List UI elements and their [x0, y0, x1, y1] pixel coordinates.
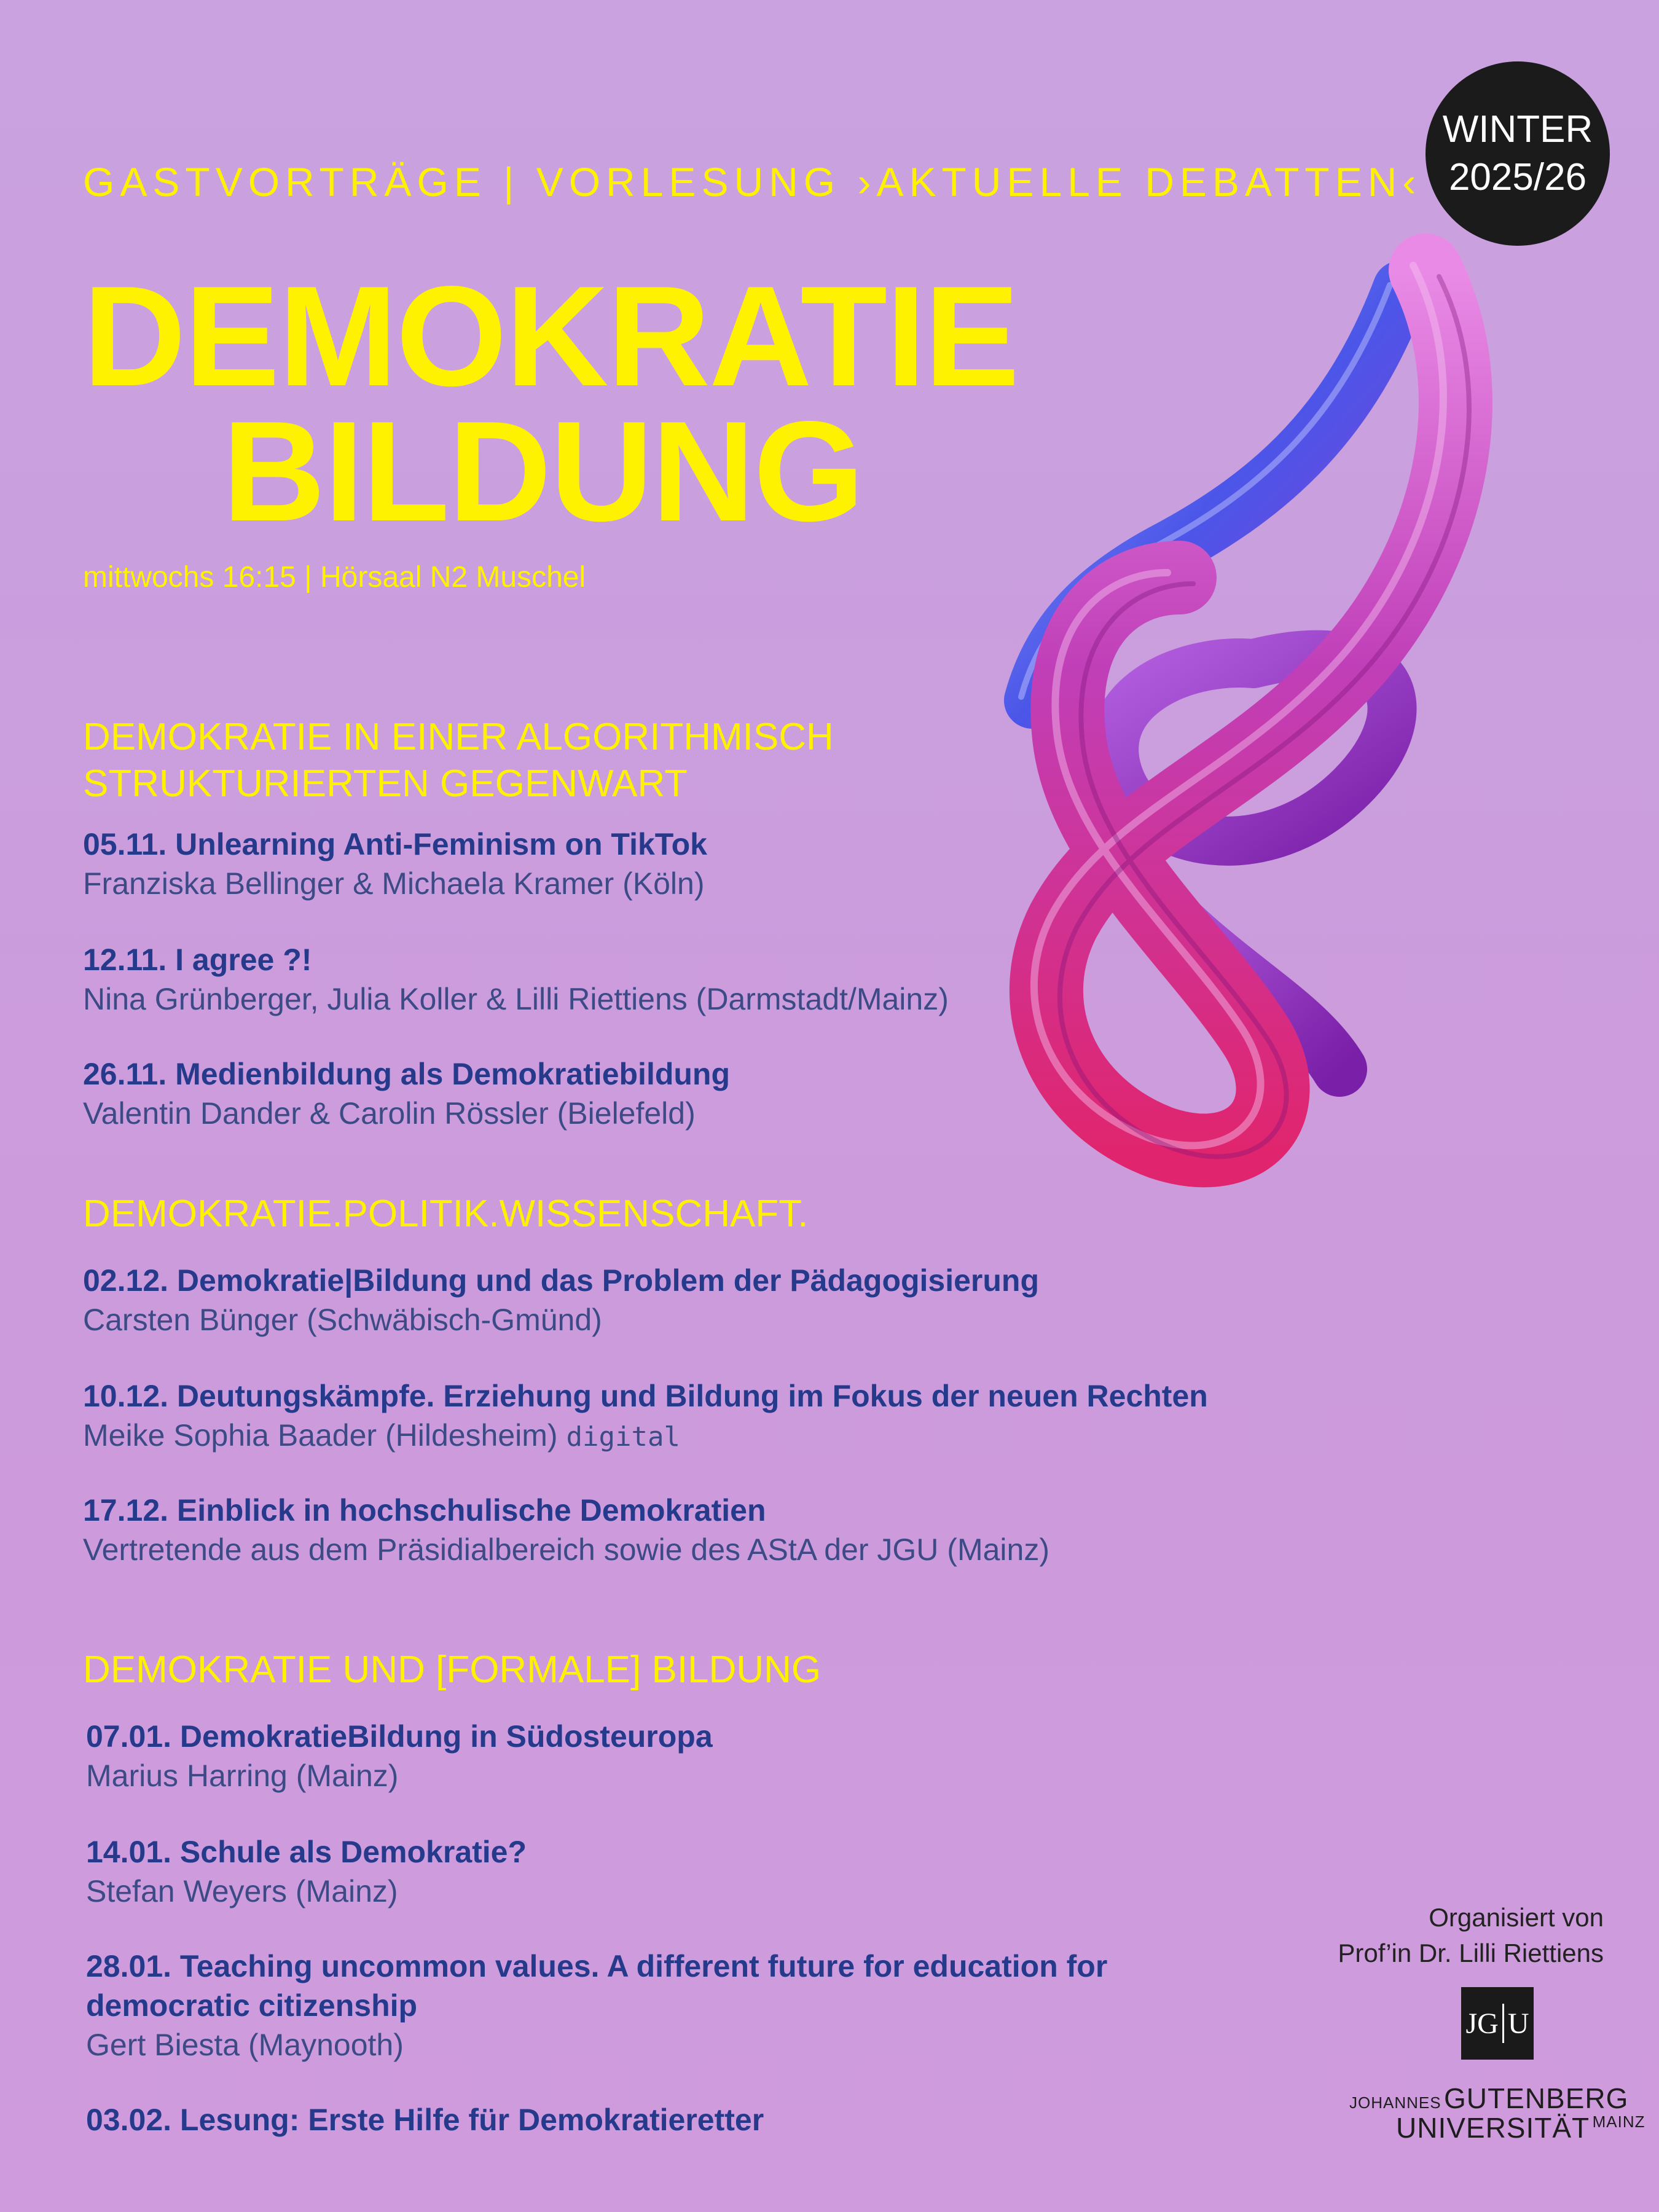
- event-title: 10.12. Deutungskämpfe. Erziehung und Bildung im Fokus der neuen Rechten: [83, 1379, 1208, 1413]
- event-item: [86, 1717, 713, 1795]
- event-title: 02.12. Demokratie|Bildung und das Problem der Pädagogisierung: [83, 1263, 1040, 1298]
- section-title-1-line-1: DEMOKRATIE IN EINER ALGORITHMISCH: [83, 716, 834, 758]
- main-title-line-1: DEMOKRATIE: [83, 257, 1019, 416]
- organizer-block: [1338, 1900, 1604, 1971]
- badge-season: WINTER: [1442, 108, 1593, 151]
- series-subtitle: GASTVORTRÄGE | VORLESUNG ›AKTUELLE DEBATTEN‹: [83, 159, 1422, 205]
- jgu-logo-right: U: [1507, 2007, 1529, 2040]
- badge-year: 2025/26: [1448, 156, 1587, 198]
- event-speaker: Franziska Bellinger & Michaela Kramer (Köln): [83, 866, 705, 901]
- digital-tag: digital: [566, 1421, 680, 1453]
- event-speaker: Marius Harring (Mainz): [86, 1759, 399, 1793]
- uni-gutenberg: GUTENBERG: [1444, 2082, 1629, 2114]
- section-title-1: [83, 714, 834, 807]
- event-item: [83, 1054, 730, 1133]
- event-item: [86, 1947, 1107, 2065]
- event-title: 17.12. Einblick in hochschulische Demokratien: [83, 1493, 766, 1528]
- logo-divider: [1502, 2004, 1504, 2043]
- event-speaker: Valentin Dander & Carolin Rössler (Bielefeld): [83, 1096, 696, 1131]
- organizer-label: Organisiert von: [1429, 1903, 1604, 1932]
- event-title: 12.11. I agree ?!: [83, 943, 312, 977]
- event-title: 07.01. DemokratieBildung in Südosteuropa: [86, 1719, 713, 1754]
- event-speaker: Vertretende aus dem Präsidialbereich sowie des AStA der JGU (Mainz): [83, 1532, 1049, 1567]
- event-speaker: Stefan Weyers (Mainz): [86, 1874, 398, 1908]
- event-title: 26.11. Medienbildung als Demokratiebildung: [83, 1057, 731, 1091]
- main-title-line-2: BILDUNG: [222, 392, 863, 551]
- semester-badge: [1426, 61, 1610, 246]
- event-title: 03.02. Lesung: Erste Hilfe für Demokratieretter: [86, 2103, 764, 2137]
- section-title-3: DEMOKRATIE UND [FORMALE] BILDUNG: [83, 1649, 822, 1691]
- event-speaker: Nina Grünberger, Julia Koller & Lilli Riettiens (Darmstadt/Mainz): [83, 982, 949, 1016]
- event-item: [83, 940, 949, 1019]
- section-title-2: DEMOKRATIE.POLITIK.WISSENSCHAFT.: [83, 1193, 809, 1235]
- section-title-1-line-2: STRUKTURIERTEN GEGENWART: [83, 763, 688, 805]
- event-item: [86, 1832, 527, 1911]
- knot-illustration: [959, 233, 1499, 1217]
- event-item: [83, 1376, 1208, 1457]
- uni-universitaet: UNIVERSITÄT: [1396, 2112, 1590, 2144]
- event-speaker: Carsten Bünger (Schwäbisch-Gmünd): [83, 1303, 602, 1337]
- event-item: [86, 2100, 764, 2139]
- university-name: [1349, 2084, 1645, 2142]
- organizer-name: Prof’in Dr. Lilli Riettiens: [1338, 1939, 1604, 1967]
- event-title-line-1: 28.01. Teaching uncommon values. A different future for education for: [86, 1949, 1108, 1983]
- time-location: mittwochs 16:15 | Hörsaal N2 Muschel: [83, 561, 586, 594]
- uni-johannes: JOHANNES: [1349, 2093, 1441, 2112]
- event-title: 14.01. Schule als Demokratie?: [86, 1835, 527, 1869]
- event-speaker: Meike Sophia Baader (Hildesheim): [83, 1418, 558, 1453]
- jgu-logo-left: JG: [1465, 2007, 1499, 2040]
- event-item: [83, 1261, 1039, 1339]
- event-item: [83, 1491, 1049, 1569]
- event-speaker-line: [83, 1416, 1208, 1457]
- jgu-logo-icon: [1461, 1987, 1534, 2060]
- event-speaker: Gert Biesta (Maynooth): [86, 2028, 404, 2062]
- uni-mainz: MAINZ: [1592, 2112, 1645, 2131]
- event-item: [83, 825, 707, 903]
- event-title-line-2: democratic citizenship: [86, 1988, 418, 2023]
- event-title: 05.11. Unlearning Anti-Feminism on TikTok: [83, 827, 707, 861]
